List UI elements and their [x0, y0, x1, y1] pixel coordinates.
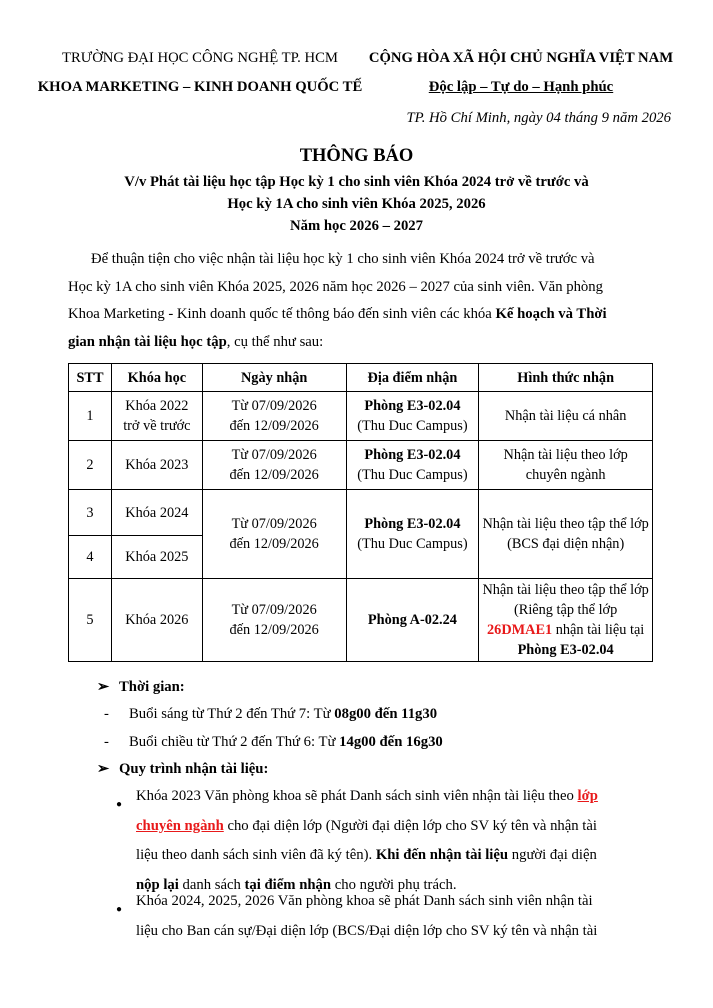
national-motto: Độc lập – Tự do – Hạnh phúc: [428, 79, 614, 95]
bullet-emphasis: Khi đến nhận tài liệu: [375, 847, 509, 863]
hours-text: Buổi sáng từ Thứ 2 đến Thứ 7: Từ: [129, 706, 335, 722]
campus-text: (Thu Duc Campus): [357, 467, 468, 483]
intro-emphasis: Kế hoạch và Thời: [495, 306, 607, 322]
intro-emphasis: gian nhận tài liệu học tập: [68, 333, 227, 350]
schedule-table: [68, 363, 653, 662]
hours-value: 08g00 đến 11g30: [334, 706, 438, 722]
cell-location: [346, 441, 479, 490]
dash-bullet-icon: -: [104, 706, 109, 722]
cell-stt: 5: [69, 579, 112, 662]
date-text: đến 12/09/2026: [229, 418, 319, 434]
date-text: đến 12/09/2026: [229, 536, 319, 552]
cell-method: [479, 579, 653, 662]
process-heading: [97, 760, 268, 778]
bullet-line: liệu cho Ban cán sự/Đại diện lớp (BCS/Đại diện lớp cho SV ký tên và nhận tài: [136, 922, 598, 939]
highlighted-text: chuyên ngành: [136, 817, 224, 834]
cell-stt: 1: [69, 392, 112, 441]
date-text: Từ 07/09/2026: [231, 398, 317, 414]
room-text: Phòng E3-02.04: [364, 516, 461, 532]
room-text: Phòng E3-02.04: [364, 398, 461, 414]
course-text: trở về trước: [123, 418, 191, 434]
campus-text: (Thu Duc Campus): [357, 536, 468, 552]
header-location: Địa điểm nhận: [346, 364, 479, 392]
date-text: đến 12/09/2026: [229, 622, 319, 638]
method-text: Nhận tài liệu theo lớp: [503, 447, 628, 463]
method-text: (Riêng tập thể lớp: [514, 602, 618, 618]
method-text: [481, 620, 650, 640]
cell-method: [479, 441, 653, 490]
intro-line-1: Để thuận tiện cho việc nhận tài liệu học kỳ 1 cho sinh viên Khóa 2024 trở về trước và: [91, 251, 595, 267]
header-stt: STT: [69, 364, 112, 392]
bullet-text: danh sách: [178, 876, 245, 893]
header-course: Khóa học: [111, 364, 202, 392]
bullet-text: liệu theo danh sách sinh viên đã ký tên).: [136, 847, 376, 863]
process-bullet-2: [112, 887, 632, 946]
table-row: [69, 579, 653, 662]
process-heading-text: Quy trình nhận tài liệu:: [119, 761, 269, 777]
notice-subject-line-1: V/v Phát tài liệu học tập Học kỳ 1 cho sinh viên Khóa 2024 trở về trước và: [124, 174, 589, 190]
room-text: Phòng E3-02.04: [517, 642, 614, 658]
intro-paragraph: [68, 246, 630, 356]
republic-name: CỘNG HÒA XÃ HỘI CHỦ NGHĨA VIỆT NAM: [368, 50, 674, 66]
time-heading-text: Thời gian:: [119, 679, 185, 695]
intro-text: Khoa Marketing - Kinh doanh quốc tế thông báo đến sinh viên các khóa: [68, 306, 496, 322]
date-text: Từ 07/09/2026: [231, 516, 317, 532]
arrow-bullet-icon: ➢: [97, 679, 110, 695]
time-heading: [97, 678, 185, 696]
cell-date: [202, 579, 346, 662]
dash-bullet-icon: -: [104, 734, 109, 750]
cell-course: [111, 392, 202, 441]
method-text: nhận tài liệu tại: [552, 622, 645, 638]
cell-stt: 3: [69, 490, 112, 536]
method-text: (BCS đại diện nhận): [507, 536, 625, 552]
table-row: [69, 441, 653, 490]
method-text: Nhận tài liệu theo tập thể lớp: [482, 582, 649, 598]
intro-line-4: [68, 329, 630, 357]
cell-date: [202, 441, 346, 490]
arrow-bullet-icon: ➢: [97, 761, 110, 777]
cell-course: Khóa 2026: [111, 579, 202, 662]
bullet-line: Khóa 2024, 2025, 2026 Văn phòng khoa sẽ phát Danh sách sinh viên nhận tài: [136, 893, 593, 909]
method-text: chuyên ngành: [525, 467, 606, 483]
university-name: TRƯỜNG ĐẠI HỌC CÔNG NGHỆ TP. HCM: [62, 50, 338, 66]
method-text: Nhận tài liệu cá nhân: [504, 408, 627, 424]
cell-location: [346, 490, 479, 579]
intro-line-2: Học kỳ 1A cho sinh viên Khóa 2025, 2026 năm học 2026 – 2027 của sinh viên. Văn phòng: [68, 278, 603, 295]
dot-bullet-icon: ●: [116, 799, 123, 810]
highlighted-text: lớp: [577, 788, 598, 804]
cell-location: [346, 579, 479, 662]
course-text: Khóa 2022: [125, 398, 189, 414]
table-row: [69, 490, 653, 536]
method-text: Nhận tài liệu theo tập thể lớp: [482, 516, 649, 532]
date-text: đến 12/09/2026: [229, 467, 319, 483]
room-text: Phòng A-02.24: [367, 612, 457, 628]
campus-text: (Thu Duc Campus): [357, 418, 468, 434]
header-method: Hình thức nhận: [479, 364, 653, 392]
cell-stt: 2: [69, 441, 112, 490]
cell-course: Khóa 2024: [111, 490, 202, 536]
bullet-emphasis: nộp lại: [136, 876, 179, 893]
intro-text: , cụ thể như sau:: [226, 333, 324, 350]
cell-date: [202, 490, 346, 579]
cell-course: Khóa 2025: [111, 536, 202, 579]
afternoon-hours: [104, 734, 443, 751]
date-line: TP. Hồ Chí Minh, ngày 04 tháng 9 năm 2026: [406, 110, 671, 126]
intro-line-3: [68, 301, 630, 329]
bullet-text: người đại diện: [508, 847, 597, 863]
cell-date: [202, 392, 346, 441]
dot-bullet-icon: ●: [116, 904, 123, 915]
table-header-row: [69, 364, 653, 392]
date-text: Từ 07/09/2026: [231, 602, 317, 618]
hours-value: 14g00 đến 16g30: [339, 734, 443, 750]
faculty-name: KHOA MARKETING – KINH DOANH QUỐC TẾ: [37, 79, 363, 95]
bullet-emphasis: tại điểm nhận: [244, 876, 332, 893]
room-text: Phòng E3-02.04: [364, 447, 461, 463]
cell-stt: 4: [69, 536, 112, 579]
bullet-text: cho người phụ trách.: [331, 876, 457, 893]
notice-subject-line-2: Học kỳ 1A cho sinh viên Khóa 2025, 2026: [227, 196, 486, 212]
hours-text: Buổi chiều từ Thứ 2 đến Thứ 6: Từ: [129, 734, 340, 750]
bullet-line: [112, 841, 632, 871]
cell-course: Khóa 2023: [111, 441, 202, 490]
bullet-line: [112, 812, 632, 842]
morning-hours: [104, 706, 437, 723]
process-bullet-1: [112, 782, 632, 900]
cell-location: [346, 392, 479, 441]
table-row: [69, 392, 653, 441]
class-code: 26DMAE1: [487, 622, 553, 638]
bullet-line: [112, 782, 632, 812]
cell-method: [479, 490, 653, 579]
bullet-text: cho đại diện lớp (Người đại diện lớp cho SV ký tên và nhận tài: [223, 817, 597, 834]
school-year: Năm học 2026 – 2027: [290, 218, 423, 234]
bullet-text: Khóa 2023 Văn phòng khoa sẽ phát Danh sách sinh viên nhận tài liệu theo: [136, 788, 578, 804]
notice-title: THÔNG BÁO: [299, 146, 414, 166]
date-text: Từ 07/09/2026: [231, 447, 317, 463]
cell-method: [479, 392, 653, 441]
header-date: Ngày nhận: [202, 364, 346, 392]
